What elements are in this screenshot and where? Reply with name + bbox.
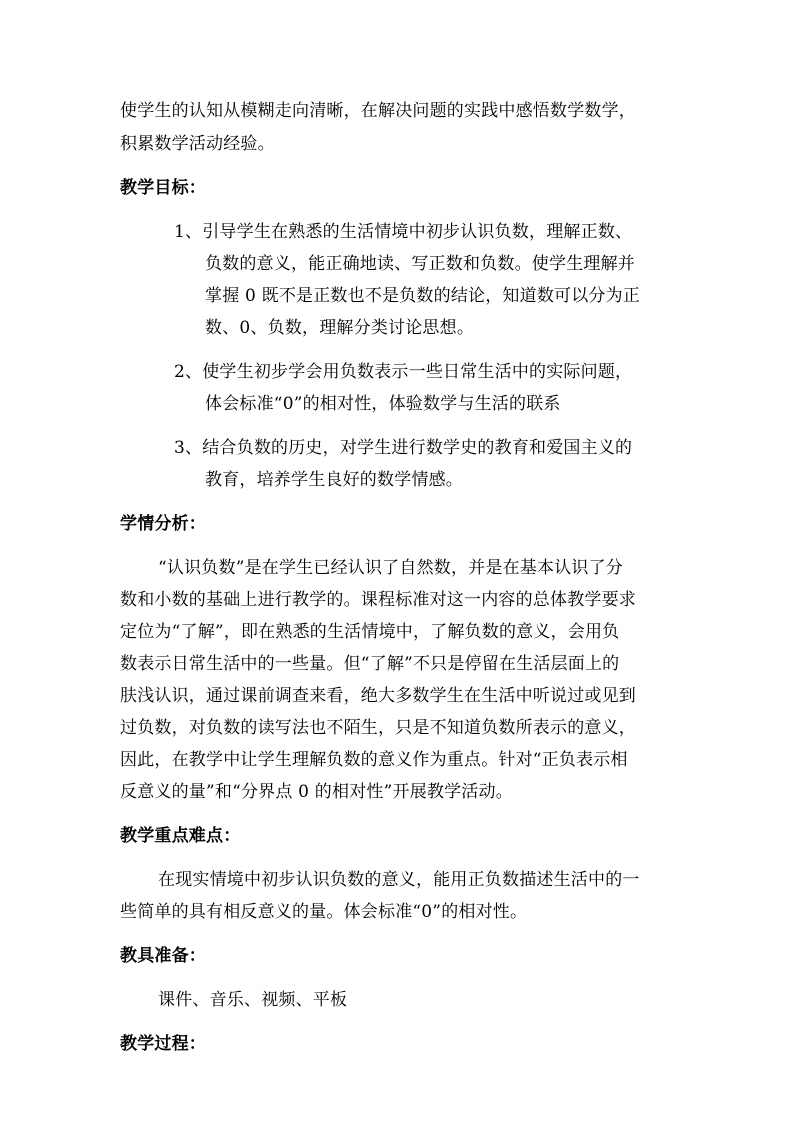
objective-3-line-2: 教育，培养学生良好的数学情感。	[205, 470, 463, 490]
keypoints-line-2: 些简单的具有相反意义的量。体会标准“0”的相对性。	[120, 902, 528, 922]
intro-line-2: 积累数学活动经验。	[120, 134, 275, 154]
objective-1-line-2: 负数的意义，能正确地读、写正数和负数。使学生理解并	[205, 254, 635, 274]
objective-1-line-3: 掌握 0 既不是正数也不是负数的结论，知道数可以分为正	[205, 286, 641, 306]
objectives-heading: 教学目标：	[120, 178, 206, 198]
analysis-line-5: 肤浅认识，通过课前调查来看，绝大多数学生在生活中听说过或见到	[120, 686, 636, 706]
analysis-line-3: 定位为“了解”，即在熟悉的生活情境中，了解负数的意义，会用负	[120, 622, 620, 642]
analysis-line-8: 反意义的量”和“分界点 0 的相对性”开展教学活动。	[120, 782, 513, 802]
materials-line-1: 课件、音乐、视频、平板	[158, 990, 348, 1010]
analysis-line-2: 数和小数的基础上进行教学的。课程标准对这一内容的总体教学要求	[120, 590, 636, 610]
intro-line-1: 使学生的认知从模糊走向清晰，在解决问题的实践中感悟数学数学，	[120, 101, 636, 121]
objective-3-line-1: 3、结合负数的历史，对学生进行数学史的教育和爱国主义的	[174, 438, 633, 458]
analysis-line-4: 数表示日常生活中的一些量。但“了解”不只是停留在生活层面上的	[120, 654, 620, 674]
keypoints-line-1: 在现实情境中初步认识负数的意义，能用正负数描述生活中的一	[158, 870, 640, 890]
objective-2-line-2: 体会标准“0”的相对性，体验数学与生活的联系	[205, 394, 561, 414]
objective-1-line-1: 1、引导学生在熟悉的生活情境中初步认识负数，理解正数、	[174, 222, 633, 242]
objective-1-line-4: 数、0、负数，理解分类讨论思想。	[205, 318, 475, 338]
analysis-line-6: 过负数，对负数的读写法也不陌生，只是不知道负数所表示的意义，	[120, 718, 636, 738]
analysis-line-1: “认识负数”是在学生已经认识了自然数，并是在基本认识了分	[158, 558, 623, 578]
objective-2-line-1: 2、使学生初步学会用负数表示一些日常生活中的实际问题，	[174, 362, 633, 382]
analysis-line-7: 因此，在教学中让学生理解负数的意义作为重点。针对“正负表示相	[120, 750, 628, 770]
materials-heading: 教具准备：	[120, 946, 206, 966]
process-heading: 教学过程：	[120, 1034, 206, 1054]
keypoints-heading: 教学重点难点：	[120, 826, 241, 846]
analysis-heading: 学情分析：	[120, 514, 206, 534]
